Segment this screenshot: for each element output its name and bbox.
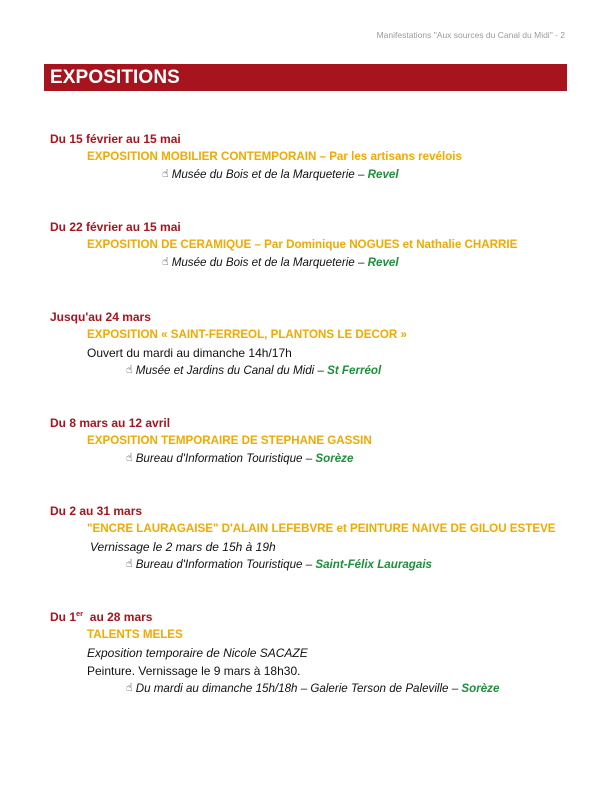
event-date: Du 15 février au 15 mai [50,132,181,146]
section-header-bar [44,64,567,91]
page-running-title: Manifestations "Aux sources du Canal du Midi" - 2 [376,30,565,40]
pointing-hand-icon: ☝ [162,256,169,268]
venue-town: Saint-Félix Lauragais [315,558,432,571]
venue-separator: – [302,452,316,465]
event-date-suffix: au 28 mars [83,610,153,624]
event-title: EXPOSITION DE CERAMIQUE – Par Dominique NOGUES et Nathalie CHARRIE [87,238,518,251]
venue-separator: – [314,364,328,377]
event-title: TALENTS MELES [87,628,183,641]
event-date [50,610,152,624]
event-venue [126,682,499,695]
event-info: Ouvert du mardi au dimanche 14h/17h [87,346,292,360]
event-date: Du 2 au 31 mars [50,504,143,518]
event-venue [162,256,399,269]
event-date-prefix: Du 1 [50,610,77,624]
section-title: EXPOSITIONS [50,67,180,88]
event-venue [126,558,432,571]
venue-separator: – [448,682,462,695]
venue-town: St Ferréol [327,364,382,377]
venue-name: Du mardi au dimanche 15h/18h – Galerie Terson de Paleville [135,682,449,695]
venue-name: Musée du Bois et de la Marqueterie [171,168,355,181]
venue-town: Revel [367,168,399,181]
pointing-hand-icon: ☝ [162,168,169,180]
venue-name: Bureau d'Information Touristique [135,558,303,571]
event-info: Vernissage le 2 mars de 15h à 19h [90,540,276,554]
pointing-hand-icon: ☝ [126,364,133,376]
venue-separator: – [302,558,316,571]
event-title: EXPOSITION TEMPORAIRE DE STEPHANE GASSIN [87,434,372,447]
event-info: Exposition temporaire de Nicole SACAZE [87,646,308,660]
event-date: Du 8 mars au 12 avril [50,416,171,430]
venue-name: Bureau d'Information Touristique [135,452,303,465]
event-title: EXPOSITION « SAINT-FERREOL, PLANTONS LE DECOR » [87,328,407,341]
event-venue [162,168,399,181]
event-date: Jusqu'au 24 mars [50,310,151,324]
event-venue [126,364,381,377]
venue-town: Sorèze [461,682,500,695]
venue-name: Musée et Jardins du Canal du Midi [135,364,315,377]
pointing-hand-icon: ☝ [126,558,133,570]
pointing-hand-icon: ☝ [126,452,133,464]
event-info-secondary: Peinture. Vernissage le 9 mars à 18h30. [87,664,301,678]
event-venue [126,452,353,465]
venue-town: Revel [367,256,399,269]
event-date-ordinal: er [76,609,84,618]
venue-name: Musée du Bois et de la Marqueterie [171,256,355,269]
pointing-hand-icon: ☝ [126,682,133,694]
event-title: "ENCRE LAURAGAISE" D'ALAIN LEFEBVRE et PEINTURE NAIVE DE GILOU ESTEVE [87,522,556,535]
event-title: EXPOSITION MOBILIER CONTEMPORAIN – Par les artisans revélois [87,150,462,163]
venue-town: Sorèze [315,452,354,465]
event-date: Du 22 février au 15 mai [50,220,181,234]
venue-separator: – [354,256,368,269]
venue-separator: – [354,168,368,181]
